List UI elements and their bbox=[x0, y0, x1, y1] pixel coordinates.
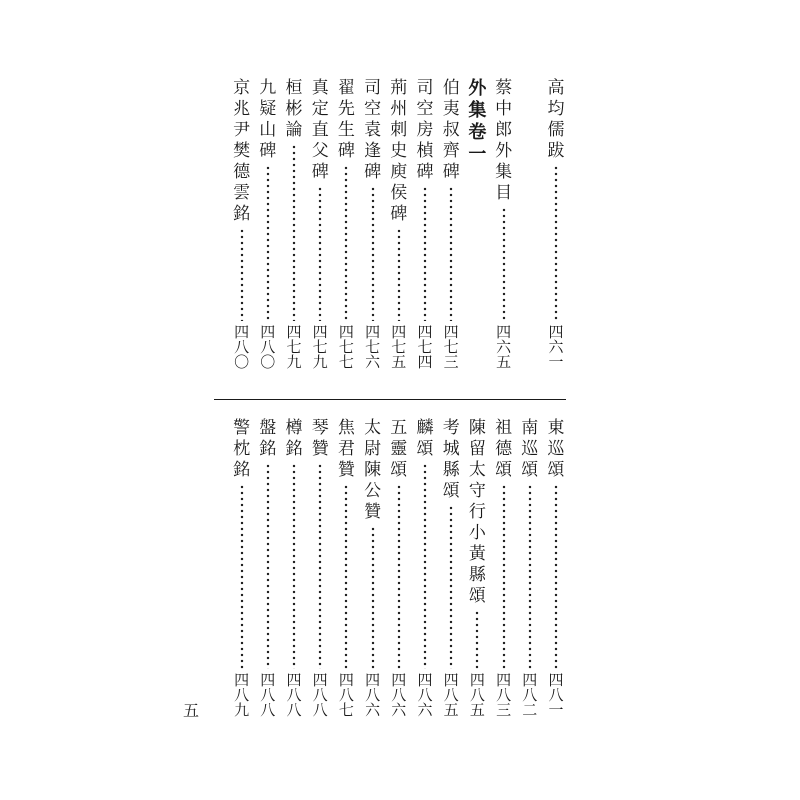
entry-page-number: 四 八 二 bbox=[522, 671, 538, 719]
leader-dots bbox=[371, 186, 375, 321]
entry-page-number: 四 八 八 bbox=[312, 671, 328, 719]
entry-title: 翟 先 生 碑 bbox=[337, 78, 355, 161]
leader-dots bbox=[423, 463, 427, 669]
leader-dots bbox=[502, 207, 506, 321]
entry-title: 五 靈 頌 bbox=[390, 418, 408, 480]
entry-page-number: 四 七 九 bbox=[312, 323, 328, 371]
toc-entry bbox=[386, 418, 412, 718]
toc-entry bbox=[438, 418, 464, 718]
leader-dots bbox=[475, 610, 479, 669]
leader-dots bbox=[266, 165, 270, 321]
leader-dots bbox=[240, 228, 244, 321]
toc-entry bbox=[543, 418, 569, 718]
leader-dots bbox=[240, 484, 244, 669]
toc-entry bbox=[281, 78, 307, 370]
toc-entry bbox=[491, 78, 517, 370]
entry-page-number: 四 八 三 bbox=[496, 671, 512, 719]
entry-title: 琴 贊 bbox=[311, 418, 329, 459]
leader-dots bbox=[292, 463, 296, 669]
entry-title: 伯 夷 叔 齊 碑 bbox=[442, 78, 460, 182]
heading-text: 外 集 卷 一 bbox=[468, 78, 487, 165]
toc-entry bbox=[360, 78, 386, 370]
leader-dots bbox=[344, 484, 348, 669]
entry-title: 考 城 縣 頌 bbox=[442, 418, 460, 501]
lower-toc-section bbox=[0, 400, 800, 800]
leader-dots bbox=[554, 165, 558, 321]
entry-page-number: 四 八 〇 bbox=[260, 323, 276, 371]
entry-page-number: 四 六 五 bbox=[496, 323, 512, 371]
entry-page-number: 四 八 七 bbox=[338, 671, 354, 719]
section-heading bbox=[464, 78, 490, 166]
toc-entry bbox=[229, 418, 255, 718]
entry-page-number: 四 七 三 bbox=[443, 323, 459, 371]
entry-title: 荊 州 刺 史 庾 侯 碑 bbox=[390, 78, 408, 224]
leader-dots bbox=[266, 463, 270, 669]
entry-title: 麟 頌 bbox=[416, 418, 434, 459]
entry-page-number: 四 八 九 bbox=[234, 671, 250, 719]
toc-entry bbox=[307, 418, 333, 718]
toc-entry bbox=[255, 418, 281, 718]
toc-entry bbox=[255, 78, 281, 370]
leader-dots bbox=[292, 144, 296, 321]
entry-page-number: 四 八 八 bbox=[260, 671, 276, 719]
leader-dots bbox=[318, 186, 322, 321]
entry-title: 陳 留 太 守 行 小 黃 縣 頌 bbox=[468, 418, 486, 606]
entry-page-number: 四 七 五 bbox=[391, 323, 407, 371]
folio-page-number: 五 bbox=[183, 701, 200, 720]
entry-page-number: 四 八 一 bbox=[548, 671, 564, 719]
leader-dots bbox=[449, 505, 453, 669]
toc-entry bbox=[517, 418, 543, 718]
toc-entry bbox=[333, 78, 359, 370]
leader-dots bbox=[344, 165, 348, 321]
toc-entry bbox=[491, 418, 517, 718]
leader-dots bbox=[371, 526, 375, 669]
entry-page-number: 四 八 五 bbox=[469, 671, 485, 719]
entry-title: 東 巡 頌 bbox=[547, 418, 565, 480]
entry-title: 真 定 直 父 碑 bbox=[311, 78, 329, 182]
leader-dots bbox=[318, 463, 322, 669]
leader-dots bbox=[502, 484, 506, 669]
entry-title: 京 兆 尹 樊 德 雲 銘 bbox=[233, 78, 251, 224]
entry-title: 司 空 袁 逢 碑 bbox=[364, 78, 382, 182]
toc-entry bbox=[229, 78, 255, 370]
toc-entry bbox=[360, 418, 386, 718]
entry-page-number: 四 八 八 bbox=[286, 671, 302, 719]
toc-entry bbox=[412, 78, 438, 370]
leader-dots bbox=[423, 186, 427, 321]
toc-entry bbox=[543, 78, 569, 370]
entry-title: 祖 德 頌 bbox=[495, 418, 513, 480]
entry-title: 高 均 儒 跋 bbox=[547, 78, 565, 161]
leader-dots bbox=[397, 484, 401, 669]
entry-title: 焦 君 贊 bbox=[337, 418, 355, 480]
entry-title: 警 枕 銘 bbox=[233, 418, 251, 480]
toc-entry bbox=[412, 418, 438, 718]
entry-title: 蔡 中 郎 外 集 目 bbox=[495, 78, 513, 203]
entry-title: 太 尉 陳 公 贊 bbox=[364, 418, 382, 522]
toc-entry bbox=[438, 78, 464, 370]
entry-page-number: 四 八 〇 bbox=[234, 323, 250, 371]
leader-dots bbox=[528, 484, 532, 669]
leader-dots bbox=[554, 484, 558, 669]
entry-page-number: 四 八 五 bbox=[443, 671, 459, 719]
toc-entry bbox=[281, 418, 307, 718]
entry-page-number: 四 八 六 bbox=[391, 671, 407, 719]
toc-entry bbox=[464, 418, 490, 718]
entry-page-number: 四 八 六 bbox=[365, 671, 381, 719]
entry-title: 南 巡 頌 bbox=[521, 418, 539, 480]
entry-title: 九 疑 山 碑 bbox=[259, 78, 277, 161]
entry-title: 樽 銘 bbox=[285, 418, 303, 459]
entry-page-number: 四 七 九 bbox=[286, 323, 302, 371]
entry-page-number: 四 八 六 bbox=[417, 671, 433, 719]
entry-page-number: 四 七 六 bbox=[365, 323, 381, 371]
entry-title: 司 空 房 楨 碑 bbox=[416, 78, 434, 182]
entry-page-number: 四 七 七 bbox=[338, 323, 354, 371]
entry-title: 桓 彬 論 bbox=[285, 78, 303, 140]
entry-title: 盤 銘 bbox=[259, 418, 277, 459]
entry-page-number: 四 六 一 bbox=[548, 323, 564, 371]
toc-entry bbox=[386, 78, 412, 370]
toc-entry bbox=[333, 418, 359, 718]
entry-page-number: 四 七 四 bbox=[417, 323, 433, 371]
leader-dots bbox=[397, 228, 401, 321]
leader-dots bbox=[449, 186, 453, 321]
toc-entry bbox=[307, 78, 333, 370]
